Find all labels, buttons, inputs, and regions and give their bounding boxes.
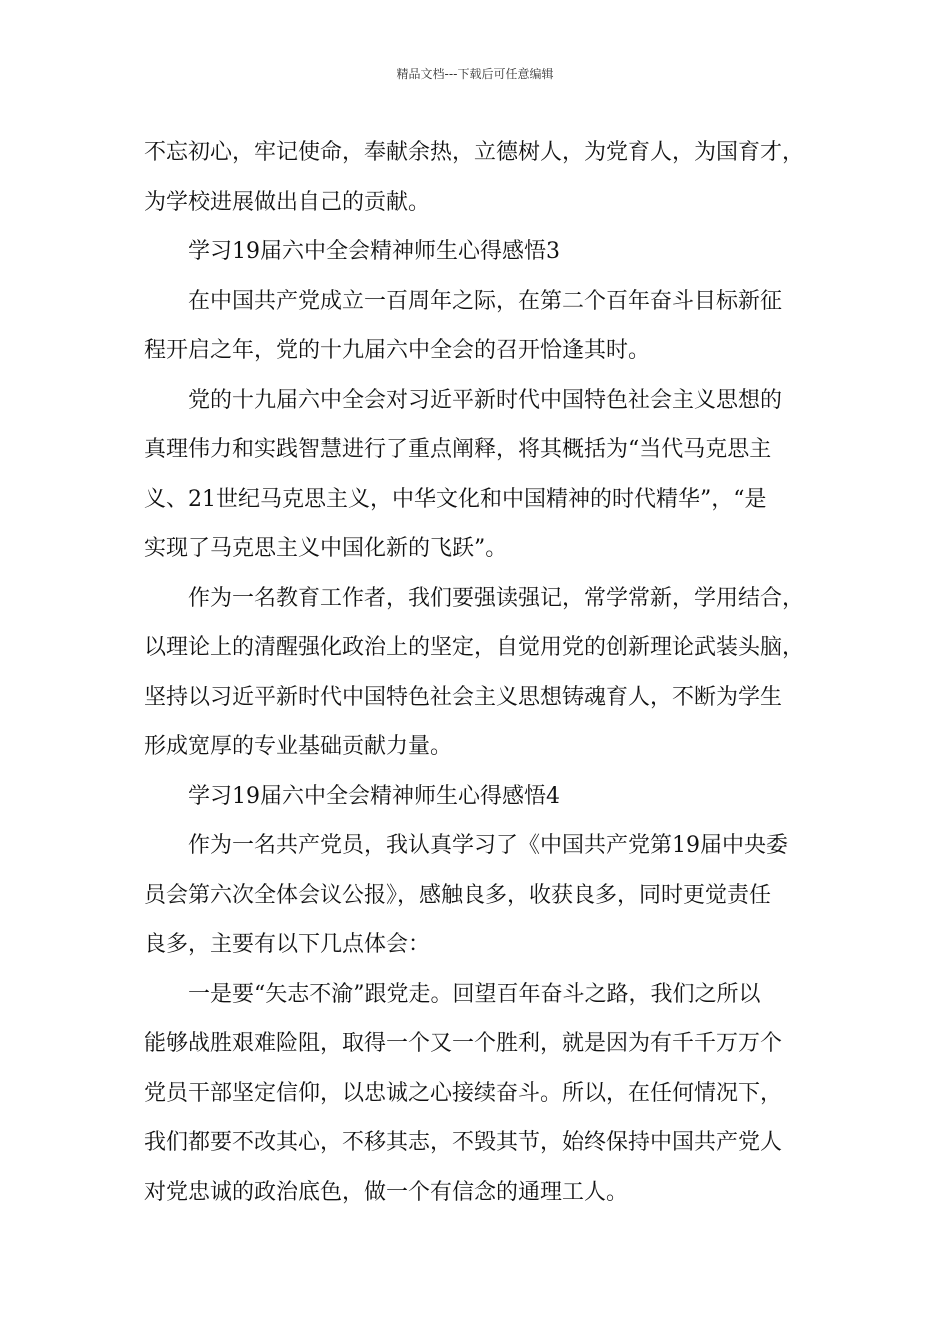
text-line: 在中国共产党成立一百周年之际，在第二个百年奋斗目标新征 [188,288,783,314]
text-line: 真理伟力和实践智慧进行了重点阐释，将其概括为“当代马克思主 [144,437,772,462]
page-header: 精品文档---下载后可任意编辑 [396,67,554,81]
text-line: 实现了马克思主义中国化新的飞跃”。 [144,536,508,561]
text-line: 以理论上的清醒强化政治上的坚定，自觉用党的创新理论武装头脑， [144,635,805,660]
text-line: 能够战胜艰难险阻，取得一个又一个胜利，就是因为有千千万万个 [144,1031,783,1056]
section-heading: 学习19届六中全会精神师生心得感悟3 [188,239,560,264]
document-body [144,128,808,1217]
text-line: 义、21世纪马克思主义，中华文化和中国精神的时代精华”，“是 [144,486,767,512]
section-heading: 学习19届六中全会精神师生心得感悟4 [188,783,560,809]
text-line: 党员干部坚定信仰，以忠诚之心接续奋斗。所以，在任何情况下， [144,1080,783,1106]
text-line: 我们都要不改其心，不移其志，不毁其节，始终保持中国共产党人 [144,1130,783,1155]
text-line: 作为一名共产党员，我认真学习了《中国共产党第19届中央委 [188,833,788,858]
text-line: 作为一名教育工作者，我们要强读强记，常学常新，学用结合， [188,585,805,611]
text-line: 形成宽厚的专业基础贡献力量。 [144,734,453,759]
text-line: 党的十九届六中全会对习近平新时代中国特色社会主义思想的 [188,387,783,413]
text-line: 良多，主要有以下几点体会： [144,932,431,957]
text-line: 一是要“矢志不渝”跟党走。回望百年奋斗之路，我们之所以 [188,981,761,1007]
text-line: 为学校进展做出自己的贡献。 [144,189,431,215]
text-line: 员会第六次全体会议公报》，感触良多，收获良多，同时更觉责任 [144,882,772,908]
text-line: 对党忠诚的政治底色，做一个有信念的通理工人。 [144,1179,629,1205]
text-line: 坚持以习近平新时代中国特色社会主义思想铸魂育人，不断为学生 [144,684,783,710]
text-line: 不忘初心，牢记使命，奉献余热，立德树人，为党育人，为国育才， [144,140,805,165]
text-line: 程开启之年，党的十九届六中全会的召开恰逢其时。 [144,338,651,363]
